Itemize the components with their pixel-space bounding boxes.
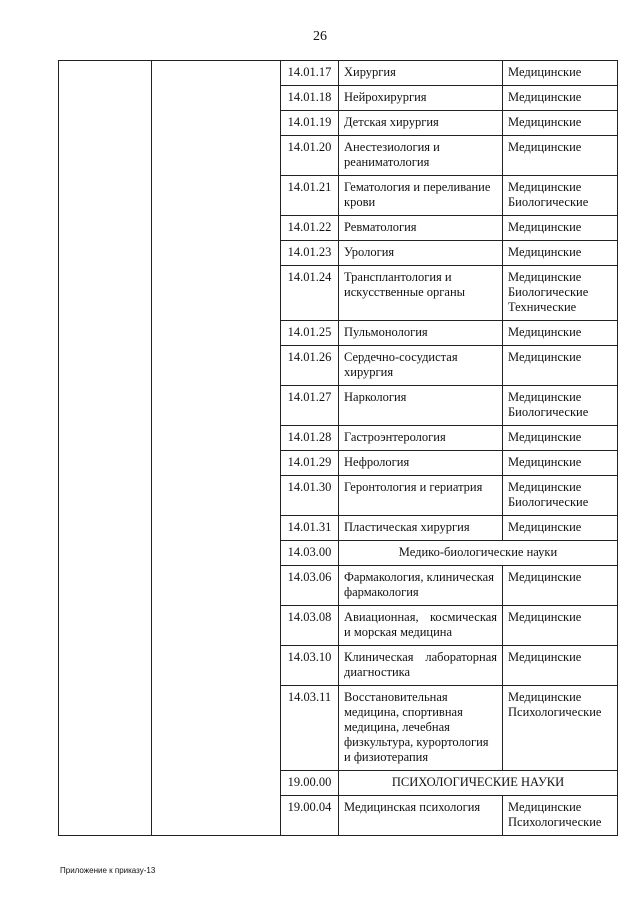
specialty-name: Ревматология	[339, 216, 503, 241]
science-branches	[503, 321, 618, 346]
specialty-name: Гастроэнтерология	[339, 426, 503, 451]
science-branches	[503, 566, 618, 606]
science-branches	[503, 176, 618, 216]
specialty-code: 14.01.28	[281, 426, 339, 451]
specialty-code: 14.03.08	[281, 606, 339, 646]
science-branch: Психологические	[508, 705, 602, 719]
specialty-name: Нефрология	[339, 451, 503, 476]
blank-column-1	[59, 61, 152, 836]
specialty-code: 14.01.31	[281, 516, 339, 541]
science-branch: Медицинские	[508, 390, 582, 404]
science-branches	[503, 241, 618, 266]
science-branches	[503, 346, 618, 386]
section-title: Медико-биологические науки	[339, 541, 618, 566]
science-branch: Медицинские	[508, 220, 582, 234]
science-branches	[503, 426, 618, 451]
science-branch: Технические	[508, 300, 577, 314]
specialty-code: 14.01.30	[281, 476, 339, 516]
specialty-code: 14.03.10	[281, 646, 339, 686]
specialty-code: 14.03.00	[281, 541, 339, 566]
science-branch: Медицинские	[508, 610, 582, 624]
science-branch: Медицинские	[508, 115, 582, 129]
specialty-code: 14.01.24	[281, 266, 339, 321]
table-row	[59, 61, 618, 86]
science-branches	[503, 796, 618, 836]
specialty-name: Гематология и переливание крови	[339, 176, 503, 216]
science-branches	[503, 451, 618, 476]
science-branches	[503, 136, 618, 176]
specialty-name: Восстановительная медицина, спортивная медицина, лечебная физкультура, курортология и физиотерапия	[339, 686, 503, 771]
science-branch: Медицинские	[508, 430, 582, 444]
specialty-name: Пластическая хирургия	[339, 516, 503, 541]
science-branch: Медицинские	[508, 270, 582, 284]
science-branches	[503, 386, 618, 426]
specialty-name: Пульмонология	[339, 321, 503, 346]
science-branch: Медицинские	[508, 690, 582, 704]
specialty-code: 14.03.06	[281, 566, 339, 606]
science-branch: Медицинские	[508, 245, 582, 259]
specialty-name: Анестезиология и реаниматология	[339, 136, 503, 176]
specialty-code: 19.00.04	[281, 796, 339, 836]
science-branch: Медицинские	[508, 180, 582, 194]
specialty-code: 14.01.22	[281, 216, 339, 241]
specialty-code: 14.01.21	[281, 176, 339, 216]
specialty-code: 14.01.25	[281, 321, 339, 346]
science-branch: Медицинские	[508, 570, 582, 584]
science-branch: Медицинские	[508, 65, 582, 79]
science-branches	[503, 86, 618, 111]
specialty-name: Трансплантология и искусственные органы	[339, 266, 503, 321]
science-branch: Биологические	[508, 285, 589, 299]
science-branches	[503, 476, 618, 516]
science-branch: Психологические	[508, 815, 602, 829]
specialty-code: 14.03.11	[281, 686, 339, 771]
specialty-name: Урология	[339, 241, 503, 266]
science-branch: Медицинские	[508, 480, 582, 494]
specialty-name: Медицинская психология	[339, 796, 503, 836]
specialty-name: Хирургия	[339, 61, 503, 86]
specialty-name: Клиническая лабораторная диагностика	[339, 646, 503, 686]
specialty-code: 14.01.26	[281, 346, 339, 386]
science-branches	[503, 266, 618, 321]
specialty-code: 14.01.23	[281, 241, 339, 266]
specialty-name: Сердечно-сосудистая хирургия	[339, 346, 503, 386]
science-branches	[503, 516, 618, 541]
science-branch: Медицинские	[508, 325, 582, 339]
science-branch: Медицинские	[508, 350, 582, 364]
specialties-table	[58, 60, 618, 836]
specialty-code: 19.00.00	[281, 771, 339, 796]
science-branch: Медицинские	[508, 520, 582, 534]
specialty-name: Нейрохирургия	[339, 86, 503, 111]
science-branch: Медицинские	[508, 140, 582, 154]
specialty-name: Геронтология и гериатрия	[339, 476, 503, 516]
specialty-name: Детская хирургия	[339, 111, 503, 136]
science-branches	[503, 216, 618, 241]
specialty-code: 14.01.19	[281, 111, 339, 136]
science-branches	[503, 61, 618, 86]
footer-note: Приложение к приказу-13	[60, 866, 156, 875]
page-number: 26	[313, 29, 327, 44]
science-branch: Медицинские	[508, 455, 582, 469]
science-branch: Медицинские	[508, 800, 582, 814]
science-branch: Биологические	[508, 405, 589, 419]
specialty-name: Авиационная, космическая и морская медицина	[339, 606, 503, 646]
specialty-code: 14.01.17	[281, 61, 339, 86]
specialty-code: 14.01.27	[281, 386, 339, 426]
specialty-code: 14.01.20	[281, 136, 339, 176]
science-branches	[503, 111, 618, 136]
specialty-name: Фармакология, клиническая фармакология	[339, 566, 503, 606]
specialty-code: 14.01.18	[281, 86, 339, 111]
science-branch: Медицинские	[508, 650, 582, 664]
science-branches	[503, 646, 618, 686]
specialty-code: 14.01.29	[281, 451, 339, 476]
science-branches	[503, 606, 618, 646]
specialty-name: Наркология	[339, 386, 503, 426]
science-branch: Биологические	[508, 495, 589, 509]
science-branch: Биологические	[508, 195, 589, 209]
science-branch: Медицинские	[508, 90, 582, 104]
science-branches	[503, 686, 618, 771]
blank-column-2	[152, 61, 281, 836]
section-title: ПСИХОЛОГИЧЕСКИЕ НАУКИ	[339, 771, 618, 796]
